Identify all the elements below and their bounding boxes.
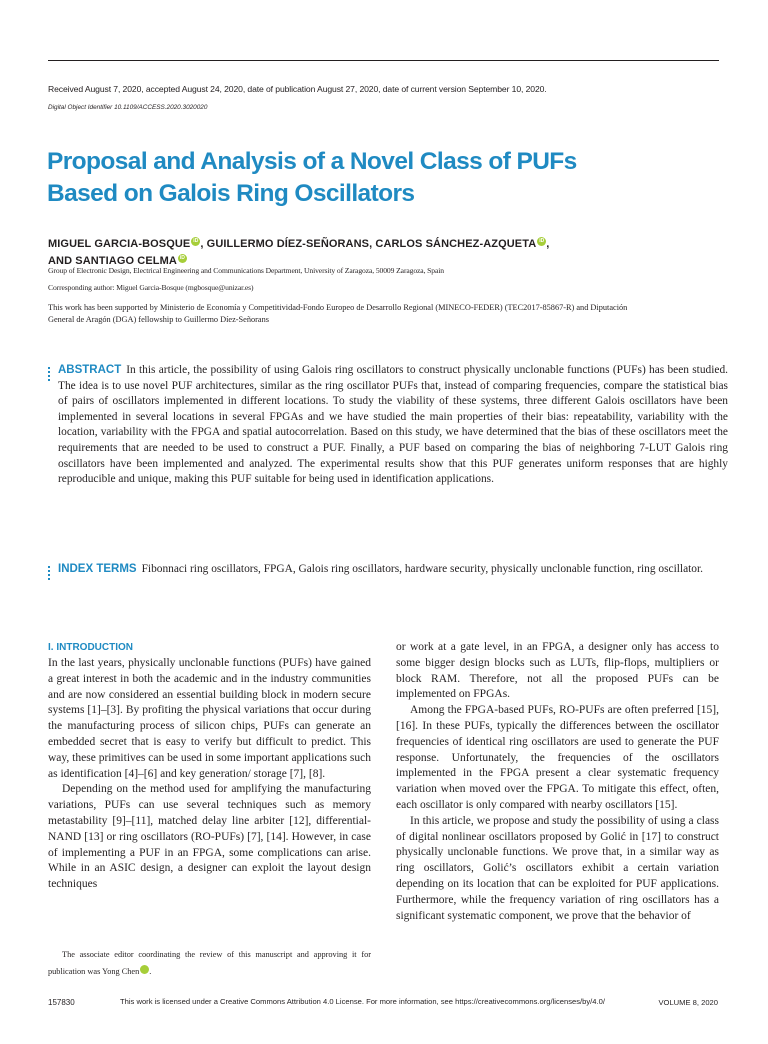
editor-footnote bbox=[48, 946, 371, 980]
index-terms-label: INDEX TERMS bbox=[58, 563, 137, 575]
orcid-icon[interactable]: iD bbox=[140, 965, 149, 974]
author-sep: , bbox=[546, 238, 550, 250]
index-terms-body: Fibonnaci ring oscillators, FPGA, Galois ring oscillators, hardware security, physically unclonable function, ring oscillator. bbox=[141, 563, 703, 575]
footnote-end: . bbox=[149, 967, 152, 976]
top-rule bbox=[48, 60, 719, 61]
orcid-icon[interactable]: iD bbox=[539, 238, 545, 245]
author-sep: , bbox=[369, 238, 376, 250]
affiliation: Group of Electronic Design, Electrical Engineering and Communications Department, University of Zaragoza, 50009 Zaragoza, Spain bbox=[48, 266, 444, 275]
paragraph: In the last years, physically unclonable functions (PUFs) have gained a great interest in both the academic and in the industry communities and are now considered an essential building block in modern secure systems [1]–[3]. By profiting the physical variations that occur during the manufacturing process of silicon chips, PUFs can generate an embedded secret that is easy to verify but difficult to predict. This way, these primitives can be used in some important applications such as identification [4]–[6] and key generation/ storage [7], [8]. bbox=[48, 657, 371, 780]
orcid-icon[interactable]: iD bbox=[179, 255, 186, 262]
article-title bbox=[47, 146, 727, 210]
abstract-label: ABSTRACT bbox=[58, 364, 122, 376]
author-list bbox=[48, 236, 728, 270]
author-4: AND SANTIAGO CELMA bbox=[48, 255, 177, 267]
paragraph: Among the FPGA-based PUFs, RO-PUFs are often preferred [15], [16]. In these PUFs, typically the differences between the oscillator frequencies of identical ring oscillators are used to generate the PUF response. Unfortunately, the frequencies of the oscillators implemented in the FPGA present a clear systematic frequency variation when moved over the FPGA. To mitigate this effect, often, each oscillator is only compared with nearby oscillators [15]. bbox=[396, 704, 719, 811]
corresponding-author: Corresponding author: Miguel Garcia-Bosque (mgbosque@unizar.es) bbox=[48, 283, 254, 292]
abstract-text bbox=[58, 363, 728, 488]
dots-icon bbox=[48, 566, 51, 582]
right-column bbox=[396, 640, 719, 924]
paragraph: In this article, we propose and study the possibility of using a class of digital nonlinear oscillators proposed by Golić in [17] to construct physically unclonable functions. We prove that, in a similar way as ring oscillators, Golić’s oscillators exhibit a certain variation depending on its location that can be exploited for PUF applications. Furthermore, while the frequency variation of ring oscillators has a significant systematic component, we prove that the behavior of bbox=[396, 814, 719, 922]
page-number: 157830 bbox=[48, 998, 75, 1007]
title-line-2: Based on Galois Ring Oscillators bbox=[47, 180, 415, 207]
author-1: MIGUEL GARCIA-BOSQUE bbox=[48, 238, 191, 250]
index-terms-text bbox=[58, 562, 728, 578]
index-terms-block bbox=[48, 562, 728, 578]
footnote-text: The associate editor coordinating the review of this manuscript and approving it for publication was Yong Chen bbox=[48, 950, 371, 976]
author-sep: , bbox=[200, 238, 207, 250]
volume-year: VOLUME 8, 2020 bbox=[658, 998, 718, 1007]
abstract-body: In this article, the possibility of using Galois ring oscillators to construct physically unclonable functions (PUFs) has been studied. The idea is to use novel PUF architectures, similar as the ring oscillator PUFs that, instead of comparing frequencies, compare the statistical bias of pairs of oscillators implemented in different locations. To study the viability of these systems, three different Galois oscillators have been implemented in several locations in several FPGAs and we have studied the main properties of their bias: repeatability, variability with the location, variability with the FPGA and spatial autocorrelation. Based on this study, we have determined that the bias of these oscillators meet the requirements that are needed to be used to construct a PUF. Finally, a PUF based on comparing the bias of neighboring 7-LUT Galois ring oscillators have been implemented and analyzed. The experimental results show that this PUF generates uniform responses that are highly reproducible and unique, making this PUF suitable for being used in identification applications. bbox=[58, 364, 728, 486]
author-2: GUILLERMO DÍEZ-SEÑORANS bbox=[206, 238, 370, 250]
paragraph: Depending on the method used for amplifying the manufacturing variations, PUFs can use several techniques such as memory metastability [9]–[11], matched delay line arbiter [12], differential-NAND [13] or ring oscillators (RO-PUFs) [7], [14]. However, in case of implementing a PUF in an FPGA, some complications can arise. While in an ASIC design, a designer can exploit the layout design techniques bbox=[48, 783, 371, 891]
funding-note: This work has been supported by Ministerio de Economía y Competitividad-Fondo Europeo de Desarrollo Regional (MINECO-FEDER) (TEC2017-85867-R) and Diputación General de Aragón (DGA) fellowship to Guillermo Díez-Señorans bbox=[48, 303, 628, 324]
license-note[interactable]: This work is licensed under a Creative Commons Attribution 4.0 License. For more information, see https://creativecommons.org/licenses/by/4.0/ bbox=[120, 997, 605, 1006]
left-column bbox=[48, 640, 371, 893]
title-line-1: Proposal and Analysis of a Novel Class of PUFs bbox=[47, 148, 577, 175]
paragraph: or work at a gate level, in an FPGA, a designer only has access to some bigger design blocks such as LUTs, flip-flops, multipliers or block RAM. Therefore, not all the proposed PUFs can be implemented on FPGAs. bbox=[396, 641, 719, 701]
abstract-block bbox=[48, 363, 728, 488]
orcid-icon[interactable]: iD bbox=[193, 238, 199, 245]
section-heading: I. INTRODUCTION bbox=[48, 642, 133, 653]
received-dates: Received August 7, 2020, accepted August 24, 2020, date of publication August 27, 2020, date of current version September 10, 2020. bbox=[48, 84, 547, 94]
author-3: CARLOS SÁNCHEZ-AZQUETA bbox=[375, 238, 537, 250]
dots-icon bbox=[48, 367, 51, 383]
doi[interactable]: Digital Object Identifier 10.1109/ACCESS.2020.3020020 bbox=[48, 104, 208, 111]
